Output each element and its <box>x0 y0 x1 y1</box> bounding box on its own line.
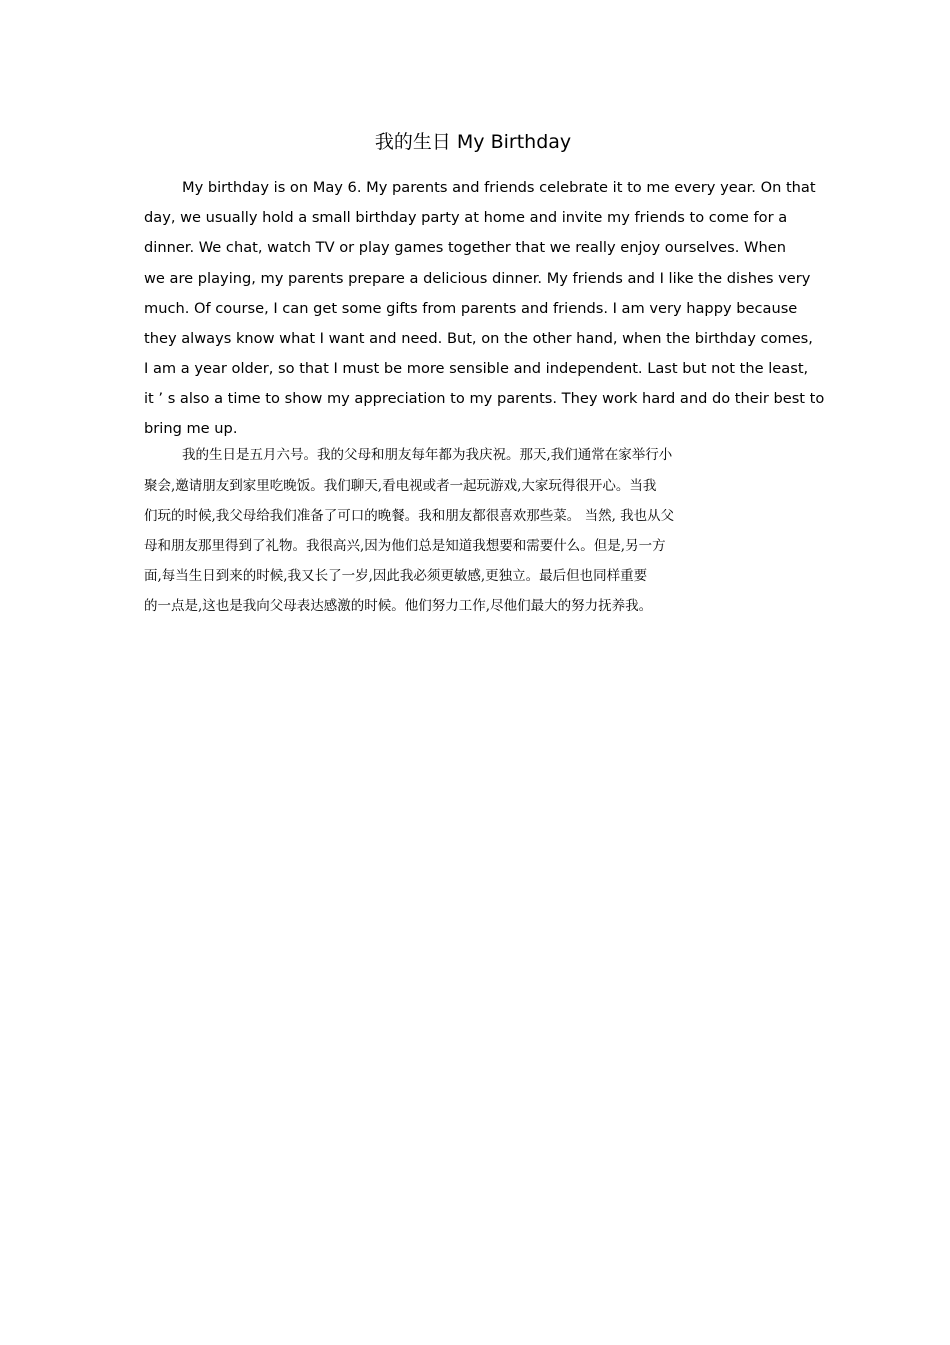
chinese-line: 母和朋友那里得到了礼物。我很高兴,因为他们总是知道我想要和需要什么。但是,另一方 <box>144 538 666 554</box>
english-line: I am a year older, so that I must be more sensible and independent. Last but not the least, <box>144 360 809 377</box>
english-line: it ’ s also a time to show my appreciation to my parents. They work hard and do their best to <box>144 390 825 407</box>
chinese-line: 的一点是,这也是我向父母表达感激的时候。他们努力工作,尽他们最大的努力抚养我。 <box>144 598 653 614</box>
chinese-line: 聚会,邀请朋友到家里吃晚饭。我们聊天,看电视或者一起玩游戏,大家玩得很开心。当我 <box>144 478 657 494</box>
chinese-line: 我的生日是五月六号。我的父母和朋友每年都为我庆祝。那天,我们通常在家举行小 <box>182 447 673 463</box>
document-title: 我的生日 My Birthday <box>374 131 572 153</box>
english-line: they always know what I want and need. But, on the other hand, when the birthday comes, <box>144 330 813 347</box>
english-line: dinner. We chat, watch TV or play games together that we really enjoy ourselves. When <box>144 239 786 256</box>
english-line: we are playing, my parents prepare a delicious dinner. My friends and I like the dishes very <box>144 270 811 287</box>
english-line: bring me up. <box>144 420 238 437</box>
chinese-line: 们玩的时候,我父母给我们准备了可口的晚餐。我和朋友都很喜欢那些菜。 当然, 我也从父 <box>144 508 675 524</box>
english-line: much. Of course, I can get some gifts from parents and friends. I am very happy because <box>144 300 798 317</box>
english-line: day, we usually hold a small birthday party at home and invite my friends to come for a <box>144 209 788 226</box>
english-line: My birthday is on May 6. My parents and friends celebrate it to me every year. On that <box>182 179 816 196</box>
chinese-line: 面,每当生日到来的时候,我又长了一岁,因此我必须更敏感,更独立。最后但也同样重要 <box>144 568 648 584</box>
